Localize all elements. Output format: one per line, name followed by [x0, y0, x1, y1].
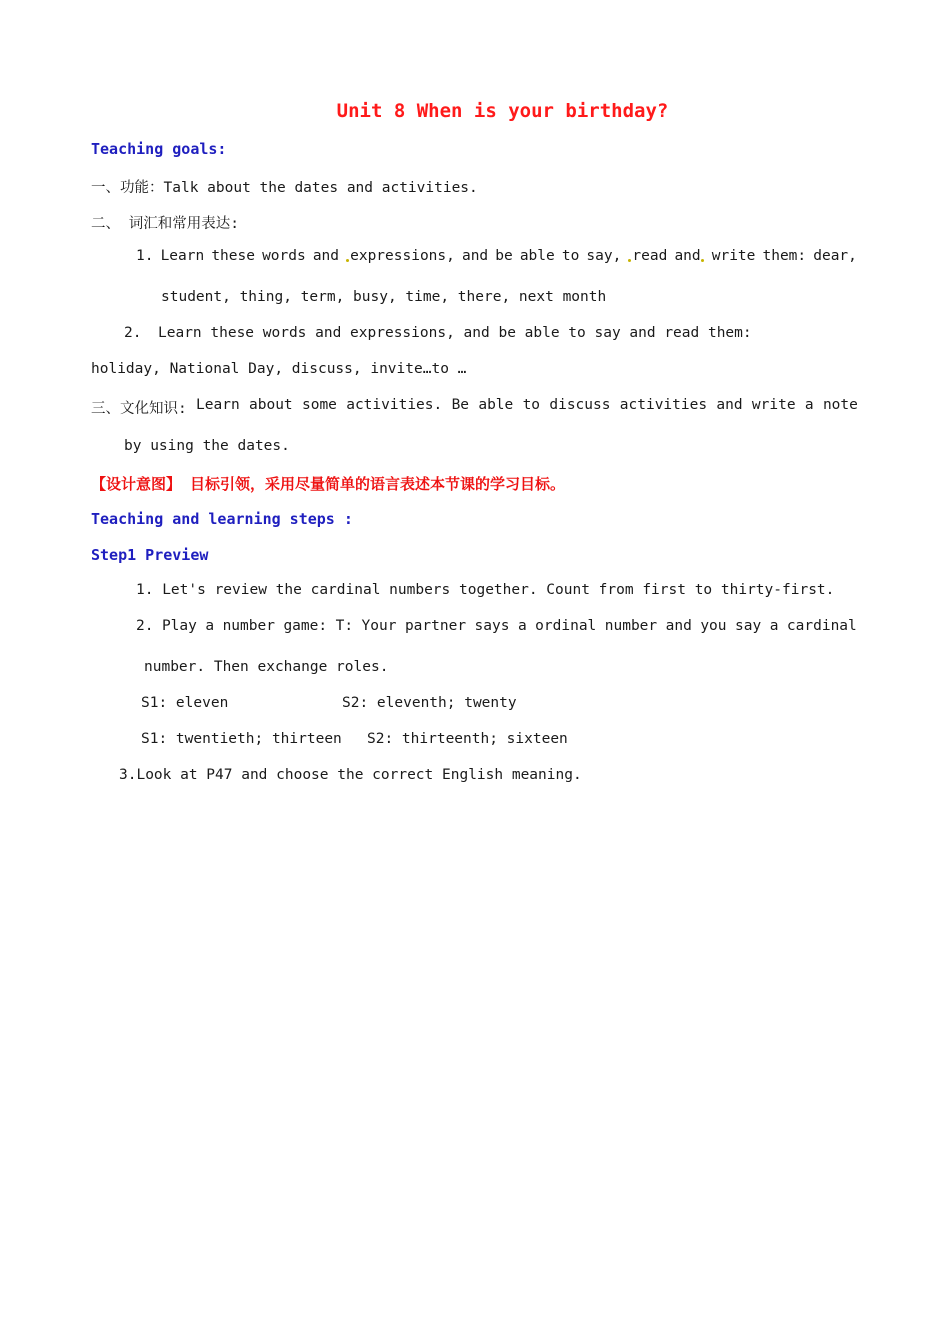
- mark-dot-icon: [701, 259, 704, 262]
- word: discuss: [549, 397, 611, 413]
- word: and: [674, 248, 701, 264]
- word: be: [495, 248, 513, 264]
- word: a: [769, 618, 779, 634]
- word: T:: [335, 618, 354, 634]
- word: a: [804, 397, 814, 413]
- word: activities.: [346, 397, 443, 413]
- step1-item-2-line-1: [136, 618, 857, 634]
- vocab-heading: 二、 词汇和常用表达:: [91, 216, 239, 232]
- word: write: [711, 248, 756, 264]
- word: says: [474, 618, 510, 634]
- word: note: [822, 397, 858, 413]
- culture-line-2: by using the dates.: [124, 438, 290, 454]
- word: expressions,: [350, 248, 455, 264]
- word: game:: [283, 618, 328, 634]
- word: Your: [361, 618, 397, 634]
- word: Be: [451, 397, 470, 413]
- word: say,: [586, 248, 622, 264]
- word: activities: [619, 397, 708, 413]
- dialog-row-1-s1: S1: eleven: [141, 695, 229, 711]
- vocab-item-1-number: 1.: [136, 248, 154, 264]
- word: ordinal: [535, 618, 597, 634]
- culture-line-1: [91, 397, 858, 418]
- word: a: [517, 618, 527, 634]
- page-title: Unit 8 When is your birthday?: [336, 100, 669, 122]
- word: to: [522, 397, 541, 413]
- word: Learn: [196, 397, 240, 413]
- word: number: [222, 618, 275, 634]
- vocab-item-2-line-1: Learn these words and expressions, and be able to say and read them:: [158, 325, 752, 341]
- word: Play: [161, 618, 197, 634]
- word: 2.: [136, 618, 154, 634]
- vocab-item-2-number: 2.: [124, 325, 142, 341]
- word: cardinal: [786, 618, 857, 634]
- word: these: [211, 248, 255, 264]
- word: Learn: [160, 248, 205, 264]
- steps-heading: Teaching and learning steps :: [91, 510, 353, 528]
- design-intent: 【设计意图】 目标引领，采用尽量简单的语言表述本节课的学习目标。: [91, 475, 566, 493]
- word: and: [461, 248, 489, 264]
- word: and: [716, 397, 743, 413]
- word: you: [700, 618, 727, 634]
- word: words: [262, 248, 306, 264]
- teaching-goals-heading: Teaching goals:: [91, 140, 227, 158]
- step1-item-3: 3.Look at P47 and choose the correct English meaning.: [119, 767, 582, 783]
- word: a: [205, 618, 215, 634]
- word: and: [312, 248, 340, 264]
- word: some: [301, 397, 337, 413]
- word: able: [519, 248, 555, 264]
- word: say: [735, 618, 762, 634]
- word: to: [561, 248, 580, 264]
- step1-item-2-line-2: number. Then exchange roles.: [144, 659, 389, 675]
- step1-heading: Step1 Preview: [91, 546, 209, 564]
- vocab-item-1-line-2: student, thing, term, busy, time, there, next month: [161, 289, 607, 305]
- word: able: [478, 397, 514, 413]
- word: write: [751, 397, 796, 413]
- word: read: [632, 248, 668, 264]
- dialog-row-2-s2: S2: thirteenth; sixteen: [367, 731, 568, 747]
- word: dear,: [813, 248, 857, 264]
- step1-item-1: 1. Let's review the cardinal numbers together. Count from first to thirty-first.: [136, 582, 835, 598]
- word: and: [665, 618, 692, 634]
- word: number: [604, 618, 658, 634]
- word: partner: [404, 618, 467, 634]
- dialog-row-1-s2: S2: eleventh; twenty: [342, 695, 517, 711]
- vocab-item-2-line-2: holiday, National Day, discuss, invite…to …: [91, 361, 467, 377]
- function-line: 一、功能：Talk about the dates and activities.: [91, 180, 478, 196]
- vocab-item-1-line-1: [136, 248, 857, 264]
- mark-dot-icon: [628, 259, 631, 262]
- word: about: [249, 397, 293, 413]
- dialog-row-2-s1: S1: twentieth; thirteen: [141, 731, 342, 747]
- mark-dot-icon: [346, 259, 349, 262]
- word: 三、文化知识:: [91, 401, 187, 417]
- word: them:: [762, 248, 807, 264]
